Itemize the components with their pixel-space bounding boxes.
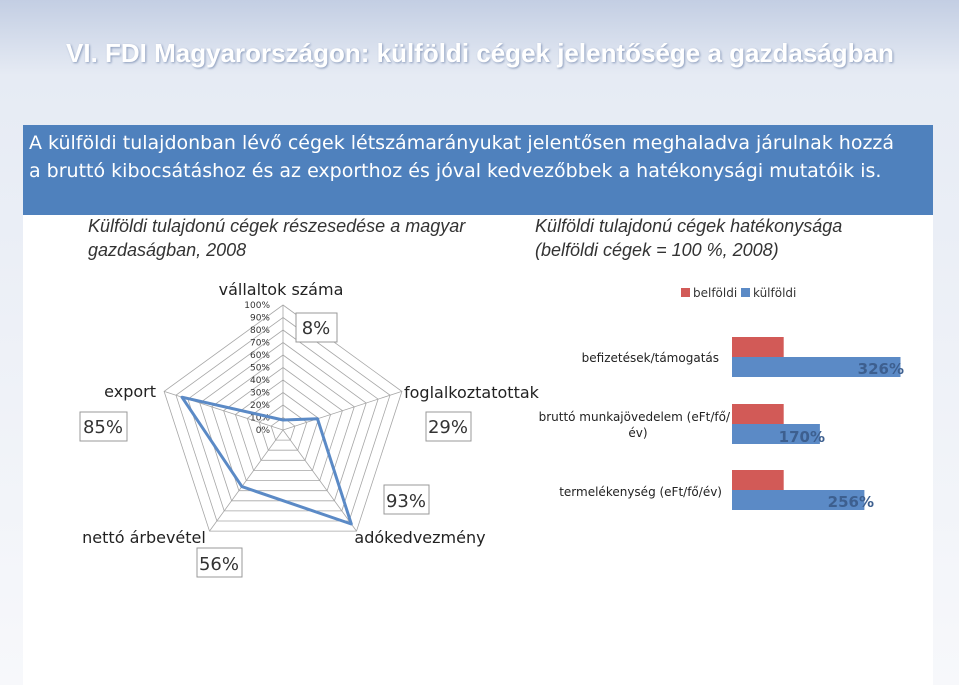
radar-tick-label: 90% <box>249 313 270 324</box>
radar-tick-label: 60% <box>249 351 270 361</box>
category-label-brutto-line1: bruttó munkajövedelem (eFt/fő/ <box>538 410 730 424</box>
bar-befizetesek-belfoldi <box>732 337 784 357</box>
radar-tick-label: 70% <box>249 338 270 349</box>
radar-title-line: Külföldi tulajdonú cégek részesedése a magyar <box>88 216 466 236</box>
legend-swatch-kulfoldi <box>741 288 750 297</box>
value-label-export: 85% <box>82 417 124 438</box>
bar-title-line: Külföldi tulajdonú cégek hatékonysága <box>535 216 843 236</box>
value-label-adokedvezmeny: 93% <box>385 491 427 512</box>
bar-value-befizetesek: 326% <box>857 360 904 378</box>
radar-tick-label: 30% <box>249 388 270 399</box>
value-label-foglalkoztatottak: 29% <box>427 417 469 438</box>
axis-label-vallalatok: vállaltok száma <box>218 280 344 299</box>
value-label-vallalatok: 8% <box>301 318 331 339</box>
slide-title: VI. FDI Magyarországon: külföldi cégek jelentősége a gazdaságban <box>66 38 894 68</box>
bar-legend <box>681 286 796 300</box>
bar-value-termelekenyseg: 256% <box>827 493 874 511</box>
radar-tick-label: 20% <box>249 401 270 411</box>
bar-value-brutto: 170% <box>778 428 825 446</box>
bar-title-line: (belföldi cégek = 100 %, 2008) <box>535 240 779 260</box>
category-label-befizetesek: befizetések/támogatás <box>581 351 719 365</box>
value-label-netto-arbevetel: 56% <box>198 554 240 575</box>
category-label-termelekenyseg: termelékenység (eFt/fő/év) <box>559 485 722 499</box>
bar-termelekenyseg-belfoldi <box>732 470 784 490</box>
legend-swatch-belfoldi <box>681 288 690 297</box>
axis-label-adokedvezmeny: adókedvezmény <box>354 528 486 547</box>
radar-tick-label: 40% <box>249 376 270 386</box>
axis-label-export: export <box>104 382 156 401</box>
radar-tick-label: 10% <box>249 413 270 424</box>
legend-label-kulfoldi: külföldi <box>753 286 797 300</box>
bar-value-labels <box>779 360 904 511</box>
axis-label-netto-arbevetel: nettó árbevétel <box>82 528 206 547</box>
radar-tick-label: 100% <box>244 301 270 311</box>
radar-tick-label: 50% <box>249 363 270 374</box>
axis-label-foglalkoztatottak: foglalkoztatottak <box>404 383 539 402</box>
legend-label-belfoldi: belföldi <box>693 286 738 300</box>
bar-brutto-belfoldi <box>732 404 784 424</box>
category-label-brutto-line2: év) <box>628 426 648 440</box>
radar-tick-label: 80% <box>249 326 270 336</box>
radar-title-line: gazdaságban, 2008 <box>88 240 247 260</box>
radar-tick-label: 0% <box>255 426 270 436</box>
summary-banner-text: A külföldi tulajdonban lévő cégek létszámarányukat jelentősen meghaladva járulnak hozzá a bruttó kibocsátáshoz és az exporthoz és jóval kedvezőbbek a hatékonysági mutatóik is. <box>29 132 895 182</box>
bar-category-labels <box>539 351 731 499</box>
